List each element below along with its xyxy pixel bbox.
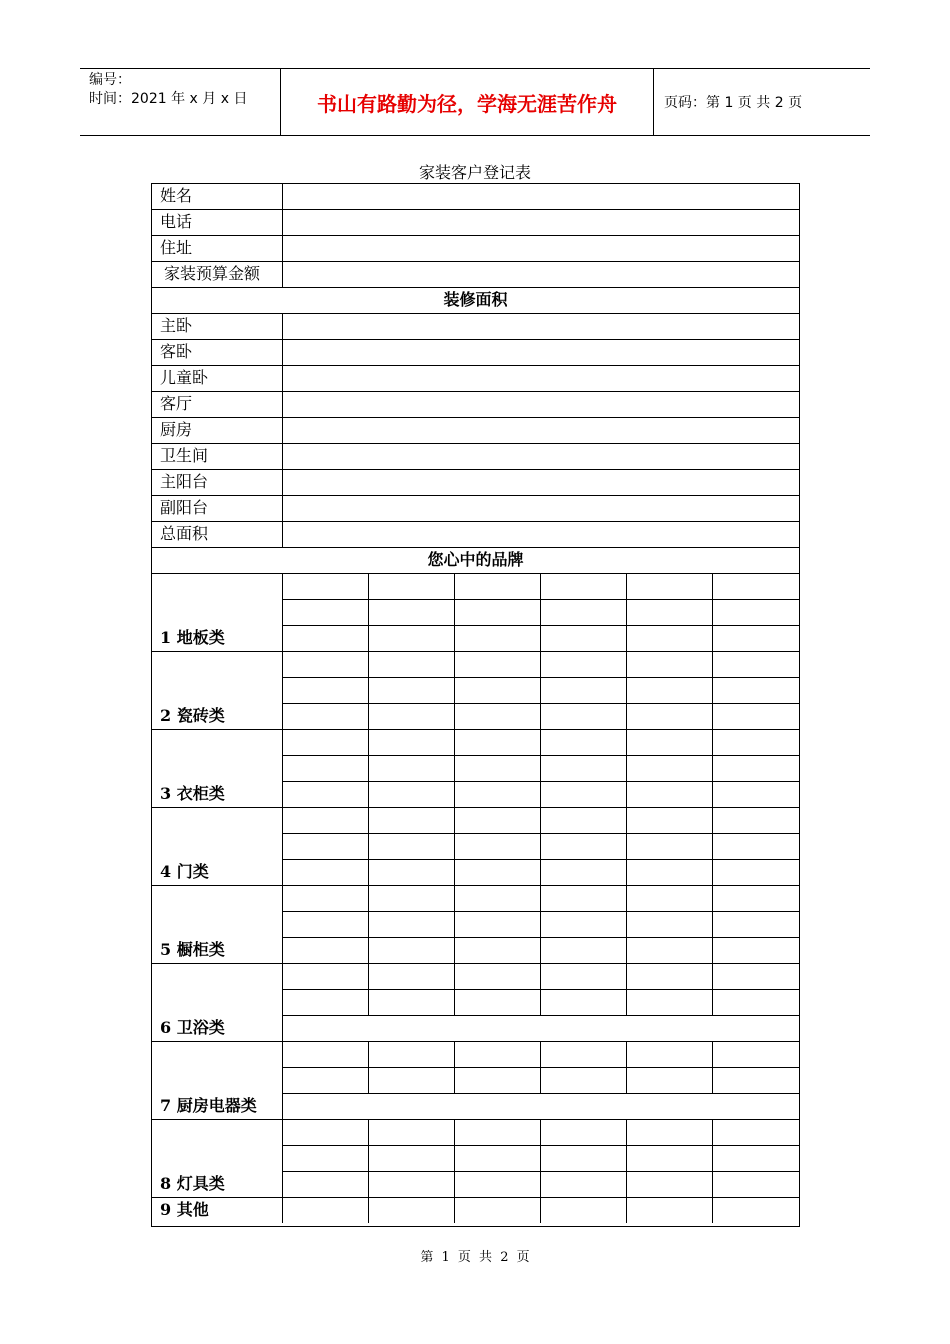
brand-input[interactable] [541,860,626,885]
area-label: 厨房 [160,420,193,439]
brand-input[interactable] [627,1042,712,1067]
brand-input[interactable] [369,600,454,625]
row-line [282,911,800,912]
section-title: 装修面积 [443,290,508,309]
brand-input[interactable] [283,652,368,677]
brand-input[interactable] [283,964,368,989]
brand-input[interactable] [283,1068,368,1093]
brand-input[interactable] [369,1198,454,1223]
brand-input[interactable] [627,834,712,859]
area-label: 客卧 [160,342,193,361]
cell-divider [282,417,283,443]
brand-input[interactable] [369,860,454,885]
brand-input[interactable] [541,1120,626,1145]
area-label: 副阳台 [160,498,209,517]
header-motto-cell [281,69,654,135]
brand-input[interactable] [541,964,626,989]
brand-input[interactable] [283,1120,368,1145]
brand-category-label: 8 灯具类 [160,1174,225,1193]
area-input[interactable] [283,340,799,365]
brand-input[interactable] [627,626,712,651]
cell-divider [282,261,283,287]
brand-input[interactable] [627,652,712,677]
field-label: 电话 [160,212,193,231]
brand-input[interactable] [369,834,454,859]
brand-input[interactable] [713,1172,799,1197]
brand-input[interactable] [627,1198,712,1223]
brand-input[interactable] [283,626,368,651]
brand-input[interactable] [627,574,712,599]
brand-input[interactable] [627,756,712,781]
brand-input[interactable] [541,600,626,625]
cell-divider [282,521,283,547]
brand-input[interactable] [455,1068,540,1093]
cell-divider [282,391,283,417]
header-meta [80,69,281,135]
brand-input[interactable] [541,756,626,781]
brand-input[interactable] [713,1120,799,1145]
brand-input[interactable] [455,912,540,937]
brand-input[interactable] [455,600,540,625]
brand-input[interactable] [713,678,799,703]
page-footer: 第 1 页 共 2 页 [420,1250,530,1265]
brand-input[interactable] [541,704,626,729]
brand-input[interactable] [455,964,540,989]
brand-input[interactable] [627,678,712,703]
brand-input[interactable] [541,912,626,937]
brand-input[interactable] [541,1172,626,1197]
row-line [282,1015,800,1016]
brand-input[interactable] [713,912,799,937]
cell-divider [282,469,283,495]
row-line [282,625,800,626]
brand-input[interactable] [713,938,799,963]
brand-input[interactable] [369,626,454,651]
brand-input[interactable] [455,886,540,911]
brand-input[interactable] [541,1198,626,1223]
row-line [282,989,800,990]
brand-input[interactable] [369,808,454,833]
row-line [282,1145,800,1146]
brand-category-label: 7 厨房电器类 [160,1096,257,1115]
brand-input[interactable] [369,652,454,677]
brand-input[interactable] [283,1172,368,1197]
brand-input[interactable] [713,886,799,911]
brand-input[interactable] [283,860,368,885]
brand-input[interactable] [455,808,540,833]
brand-input[interactable] [283,990,368,1015]
brand-input[interactable] [283,808,368,833]
field-label: 姓名 [160,186,193,205]
brand-input[interactable] [541,1042,626,1067]
field-label: 家装预算金额 [164,264,261,283]
section-title: 您心中的品牌 [427,550,524,569]
brand-input[interactable] [455,652,540,677]
field-label: 住址 [160,238,193,257]
cell-divider [282,183,283,209]
brand-input[interactable] [369,964,454,989]
cell-divider [282,235,283,261]
brand-input[interactable] [369,678,454,703]
brand-input[interactable] [627,704,712,729]
brand-input[interactable] [713,1146,799,1171]
brand-input[interactable] [541,574,626,599]
row-line [282,755,800,756]
brand-input[interactable] [369,1120,454,1145]
row-line [282,859,800,860]
brand-input[interactable] [627,1120,712,1145]
brand-input[interactable] [713,808,799,833]
area-input[interactable] [283,496,799,521]
area-input[interactable] [283,522,799,547]
brand-input[interactable] [455,756,540,781]
brand-input[interactable] [541,938,626,963]
field-input[interactable] [283,184,799,209]
brand-input[interactable] [369,1042,454,1067]
brand-input[interactable] [455,730,540,755]
brand-input[interactable] [369,704,454,729]
area-label: 客厅 [160,394,193,413]
brand-input[interactable] [455,574,540,599]
brand-input[interactable] [541,626,626,651]
area-label: 主阳台 [160,472,209,491]
brand-input[interactable] [627,964,712,989]
brand-input[interactable] [713,756,799,781]
row-line [282,677,800,678]
brand-input[interactable] [369,1068,454,1093]
brand-input[interactable] [369,1172,454,1197]
brand-category-label: 9 其他 [160,1200,209,1219]
brand-input[interactable] [455,704,540,729]
area-input[interactable] [283,314,799,339]
brand-input[interactable] [455,860,540,885]
brand-input[interactable] [455,1146,540,1171]
brand-input[interactable] [713,964,799,989]
brand-input[interactable] [627,938,712,963]
motto: 书山有路勤为径，学海无涯苦作舟 [317,91,617,116]
brand-input[interactable] [713,1068,799,1093]
page-info: 页码：第 1 页 共 2 页 [664,95,803,111]
brand-input[interactable] [627,1172,712,1197]
brand-input[interactable] [369,574,454,599]
field-input[interactable] [283,210,799,235]
brand-input[interactable] [627,1146,712,1171]
brand-input[interactable] [283,756,368,781]
brand-input[interactable] [627,990,712,1015]
document-header [80,68,870,136]
brand-input[interactable] [455,782,540,807]
brand-input[interactable] [713,600,799,625]
area-input[interactable] [283,444,799,469]
row-line [282,1093,800,1094]
brand-input[interactable] [713,782,799,807]
brand-input[interactable] [283,1094,799,1119]
cell-divider [282,209,283,235]
brand-input[interactable] [455,1198,540,1223]
area-label: 主卧 [160,316,193,335]
table-border-bottom [151,1226,800,1227]
brand-input[interactable] [713,730,799,755]
brand-input[interactable] [283,574,368,599]
brand-input[interactable] [283,600,368,625]
brand-input[interactable] [713,652,799,677]
brand-input[interactable] [713,704,799,729]
brand-input[interactable] [455,834,540,859]
brand-input[interactable] [283,1016,799,1041]
area-input[interactable] [283,392,799,417]
form-title: 家装客户登记表 [418,163,531,182]
header-page-cell [654,69,870,135]
brand-input[interactable] [283,938,368,963]
brand-input[interactable] [283,678,368,703]
area-input[interactable] [283,366,799,391]
brand-input[interactable] [455,1172,540,1197]
brand-category-label: 2 瓷砖类 [160,706,225,725]
cell-divider [282,313,283,339]
brand-input[interactable] [627,1068,712,1093]
area-input[interactable] [283,418,799,443]
brand-input[interactable] [713,574,799,599]
row-line [282,599,800,600]
brand-input[interactable] [369,912,454,937]
brand-input[interactable] [627,730,712,755]
brand-input[interactable] [541,652,626,677]
brand-input[interactable] [283,1198,368,1223]
brand-input[interactable] [713,1042,799,1067]
brand-input[interactable] [713,1198,799,1223]
brand-input[interactable] [455,990,540,1015]
brand-input[interactable] [713,860,799,885]
brand-input[interactable] [627,808,712,833]
brand-input[interactable] [455,678,540,703]
brand-input[interactable] [283,1146,368,1171]
brand-input[interactable] [283,782,368,807]
brand-input[interactable] [369,782,454,807]
brand-input[interactable] [283,1042,368,1067]
brand-category-label: 3 衣柜类 [160,784,225,803]
cell-divider [282,365,283,391]
brand-category-label: 4 门类 [160,862,209,881]
brand-input[interactable] [541,808,626,833]
brand-input[interactable] [713,834,799,859]
brand-input[interactable] [627,886,712,911]
brand-input[interactable] [369,730,454,755]
brand-input[interactable] [627,782,712,807]
brand-input[interactable] [369,938,454,963]
brand-input[interactable] [541,1146,626,1171]
registration-table [151,183,800,1227]
brand-category-label: 6 卫浴类 [160,1018,225,1037]
brand-input[interactable] [713,626,799,651]
field-input[interactable] [283,236,799,261]
brand-input[interactable] [541,678,626,703]
row-line [282,781,800,782]
brand-input[interactable] [369,756,454,781]
row-line [282,1067,800,1068]
cell-divider [282,339,283,365]
brand-input[interactable] [455,1042,540,1067]
cell-divider [282,443,283,469]
brand-input[interactable] [283,704,368,729]
field-input[interactable] [283,262,799,287]
brand-category-label: 5 橱柜类 [160,940,225,959]
row-line [282,833,800,834]
brand-input[interactable] [455,938,540,963]
brand-input[interactable] [627,600,712,625]
brand-input[interactable] [713,990,799,1015]
time-label: 时间：2021 年 x 月 x 日 [89,91,248,107]
brand-input[interactable] [627,912,712,937]
brand-input[interactable] [541,834,626,859]
row-line [282,703,800,704]
number-label: 编号： [89,72,131,88]
brand-input[interactable] [541,782,626,807]
row-line [282,1171,800,1172]
brand-input[interactable] [369,990,454,1015]
area-label: 总面积 [160,524,209,543]
area-label: 卫生间 [160,446,209,465]
brand-input[interactable] [541,730,626,755]
brand-input[interactable] [283,730,368,755]
brand-category-label: 1 地板类 [160,628,225,647]
brand-input[interactable] [541,990,626,1015]
brand-input[interactable] [283,886,368,911]
brand-input[interactable] [455,626,540,651]
brand-input[interactable] [627,860,712,885]
brand-input[interactable] [369,886,454,911]
brand-input[interactable] [283,834,368,859]
brand-input[interactable] [369,1146,454,1171]
brand-input[interactable] [541,886,626,911]
brand-input[interactable] [455,1120,540,1145]
area-label: 儿童卧 [160,368,209,387]
row-line [282,937,800,938]
area-input[interactable] [283,470,799,495]
brand-input[interactable] [283,912,368,937]
cell-divider [282,495,283,521]
brand-input[interactable] [541,1068,626,1093]
